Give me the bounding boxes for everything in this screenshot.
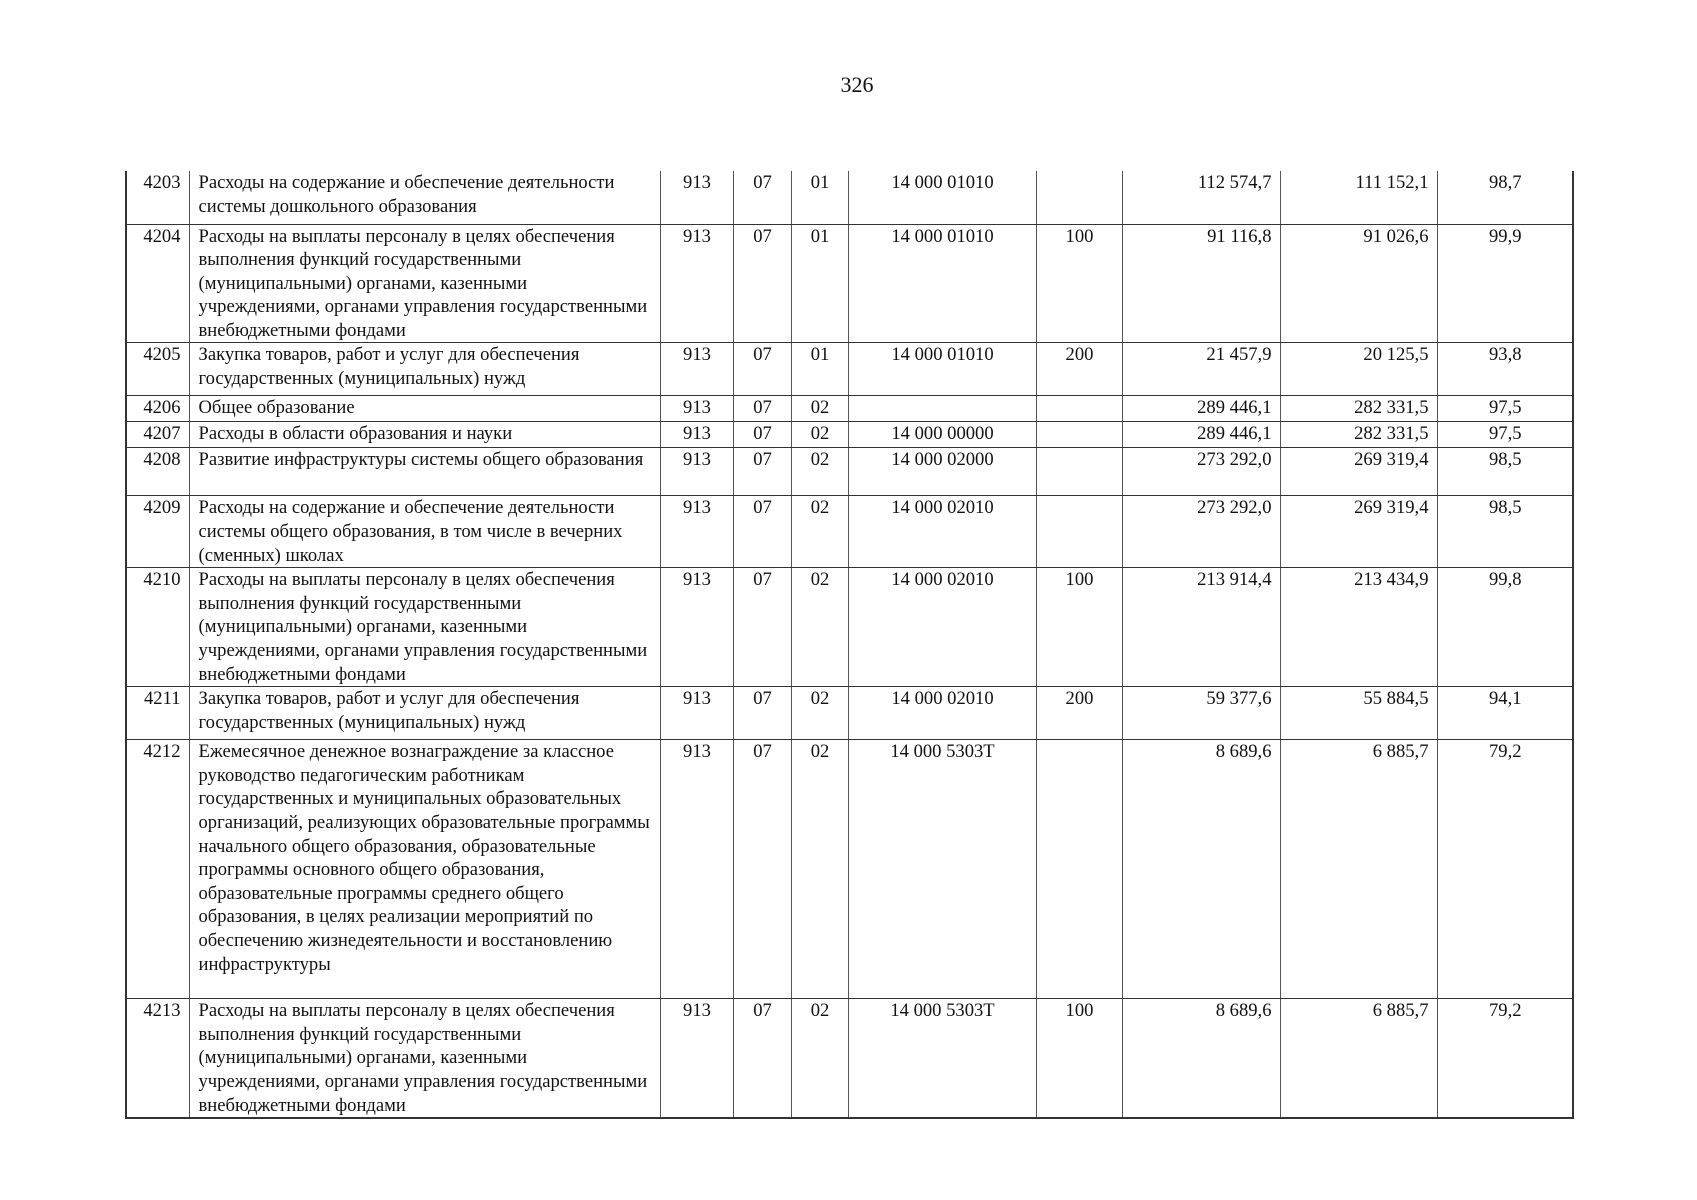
expense-type-code bbox=[1036, 396, 1122, 422]
ved-code: 913 bbox=[660, 224, 733, 343]
target-article-code bbox=[848, 396, 1036, 422]
table-row bbox=[126, 496, 1573, 568]
section-code: 07 bbox=[733, 740, 791, 999]
subsection-code: 02 bbox=[791, 568, 848, 687]
subsection-code: 01 bbox=[791, 224, 848, 343]
budget-table bbox=[125, 171, 1574, 1119]
execution-percent: 98,5 bbox=[1437, 448, 1573, 496]
target-article-code: 14 000 01010 bbox=[848, 343, 1036, 396]
expense-type-code bbox=[1036, 171, 1122, 224]
actual-amount: 91 026,6 bbox=[1280, 224, 1437, 343]
row-description: Расходы на содержание и обеспечение деятельности системы дошкольного образования bbox=[189, 171, 660, 224]
subsection-code: 01 bbox=[791, 343, 848, 396]
ved-code: 913 bbox=[660, 496, 733, 568]
expense-type-code: 100 bbox=[1036, 224, 1122, 343]
actual-amount: 55 884,5 bbox=[1280, 687, 1437, 740]
subsection-code: 02 bbox=[791, 687, 848, 740]
actual-amount: 282 331,5 bbox=[1280, 422, 1437, 448]
subsection-code: 02 bbox=[791, 999, 848, 1118]
table-row bbox=[126, 999, 1573, 1118]
expense-type-code: 100 bbox=[1036, 999, 1122, 1118]
section-code: 07 bbox=[733, 422, 791, 448]
execution-percent: 97,5 bbox=[1437, 422, 1573, 448]
target-article-code: 14 000 02010 bbox=[848, 687, 1036, 740]
actual-amount: 6 885,7 bbox=[1280, 740, 1437, 999]
section-code: 07 bbox=[733, 999, 791, 1118]
expense-type-code: 200 bbox=[1036, 343, 1122, 396]
ved-code: 913 bbox=[660, 687, 733, 740]
section-code: 07 bbox=[733, 687, 791, 740]
target-article-code: 14 000 5303Т bbox=[848, 740, 1036, 999]
ved-code: 913 bbox=[660, 343, 733, 396]
actual-amount: 269 319,4 bbox=[1280, 448, 1437, 496]
row-description: Расходы в области образования и науки bbox=[189, 422, 660, 448]
planned-amount: 213 914,4 bbox=[1122, 568, 1280, 687]
section-code: 07 bbox=[733, 568, 791, 687]
expense-type-code: 100 bbox=[1036, 568, 1122, 687]
row-description: Расходы на выплаты персоналу в целях обеспечения выполнения функций государственными (муниципальными) органами, казенными учреждениями, органами управления государственными внебюджетными фондами bbox=[189, 999, 660, 1118]
target-article-code: 14 000 02010 bbox=[848, 568, 1036, 687]
subsection-code: 02 bbox=[791, 740, 848, 999]
target-article-code: 14 000 02000 bbox=[848, 448, 1036, 496]
actual-amount: 6 885,7 bbox=[1280, 999, 1437, 1118]
execution-percent: 79,2 bbox=[1437, 740, 1573, 999]
execution-percent: 79,2 bbox=[1437, 999, 1573, 1118]
planned-amount: 59 377,6 bbox=[1122, 687, 1280, 740]
execution-percent: 93,8 bbox=[1437, 343, 1573, 396]
actual-amount: 111 152,1 bbox=[1280, 171, 1437, 224]
execution-percent: 98,5 bbox=[1437, 496, 1573, 568]
row-description: Ежемесячное денежное вознаграждение за классное руководство педагогическим работникам государственных и муниципальных образовательных организаций, реализующих образовательные программы начального общего образования, образовательные программы основного общего образования, образовательные программы среднего общего образования, в целях реализации мероприятий по обеспечению жизнедеятельности и восстановлению инфраструктуры bbox=[189, 740, 660, 999]
planned-amount: 112 574,7 bbox=[1122, 171, 1280, 224]
row-number: 4212 bbox=[126, 740, 189, 999]
expense-type-code: 200 bbox=[1036, 687, 1122, 740]
actual-amount: 269 319,4 bbox=[1280, 496, 1437, 568]
subsection-code: 02 bbox=[791, 496, 848, 568]
table-row bbox=[126, 224, 1573, 343]
planned-amount: 289 446,1 bbox=[1122, 422, 1280, 448]
section-code: 07 bbox=[733, 496, 791, 568]
execution-percent: 97,5 bbox=[1437, 396, 1573, 422]
row-number: 4208 bbox=[126, 448, 189, 496]
target-article-code: 14 000 00000 bbox=[848, 422, 1036, 448]
ved-code: 913 bbox=[660, 999, 733, 1118]
execution-percent: 94,1 bbox=[1437, 687, 1573, 740]
planned-amount: 8 689,6 bbox=[1122, 740, 1280, 999]
planned-amount: 21 457,9 bbox=[1122, 343, 1280, 396]
subsection-code: 02 bbox=[791, 448, 848, 496]
ved-code: 913 bbox=[660, 422, 733, 448]
row-number: 4203 bbox=[126, 171, 189, 224]
section-code: 07 bbox=[733, 448, 791, 496]
table-row bbox=[126, 422, 1573, 448]
row-number: 4205 bbox=[126, 343, 189, 396]
row-description: Расходы на выплаты персоналу в целях обеспечения выполнения функций государственными (муниципальными) органами, казенными учреждениями, органами управления государственными внебюджетными фондами bbox=[189, 224, 660, 343]
section-code: 07 bbox=[733, 171, 791, 224]
row-number: 4210 bbox=[126, 568, 189, 687]
row-description: Закупка товаров, работ и услуг для обеспечения государственных (муниципальных) нужд bbox=[189, 343, 660, 396]
row-description: Расходы на содержание и обеспечение деятельности системы общего образования, в том числе в вечерних (сменных) школах bbox=[189, 496, 660, 568]
ved-code: 913 bbox=[660, 171, 733, 224]
expense-type-code bbox=[1036, 496, 1122, 568]
actual-amount: 282 331,5 bbox=[1280, 396, 1437, 422]
target-article-code: 14 000 01010 bbox=[848, 171, 1036, 224]
planned-amount: 273 292,0 bbox=[1122, 496, 1280, 568]
row-number: 4204 bbox=[126, 224, 189, 343]
actual-amount: 213 434,9 bbox=[1280, 568, 1437, 687]
subsection-code: 02 bbox=[791, 422, 848, 448]
expense-type-code bbox=[1036, 448, 1122, 496]
row-number: 4213 bbox=[126, 999, 189, 1118]
row-description: Развитие инфраструктуры системы общего образования bbox=[189, 448, 660, 496]
row-number: 4206 bbox=[126, 396, 189, 422]
ved-code: 913 bbox=[660, 568, 733, 687]
table-row bbox=[126, 568, 1573, 687]
table-row bbox=[126, 740, 1573, 999]
subsection-code: 02 bbox=[791, 396, 848, 422]
ved-code: 913 bbox=[660, 740, 733, 999]
row-description: Закупка товаров, работ и услуг для обеспечения государственных (муниципальных) нужд bbox=[189, 687, 660, 740]
table-row bbox=[126, 396, 1573, 422]
planned-amount: 273 292,0 bbox=[1122, 448, 1280, 496]
execution-percent: 99,8 bbox=[1437, 568, 1573, 687]
row-description: Расходы на выплаты персоналу в целях обеспечения выполнения функций государственными (муниципальными) органами, казенными учреждениями, органами управления государственными внебюджетными фондами bbox=[189, 568, 660, 687]
ved-code: 913 bbox=[660, 448, 733, 496]
table-row bbox=[126, 171, 1573, 224]
table-row bbox=[126, 687, 1573, 740]
target-article-code: 14 000 02010 bbox=[848, 496, 1036, 568]
subsection-code: 01 bbox=[791, 171, 848, 224]
row-number: 4211 bbox=[126, 687, 189, 740]
row-number: 4209 bbox=[126, 496, 189, 568]
target-article-code: 14 000 01010 bbox=[848, 224, 1036, 343]
expense-type-code bbox=[1036, 740, 1122, 999]
planned-amount: 91 116,8 bbox=[1122, 224, 1280, 343]
ved-code: 913 bbox=[660, 396, 733, 422]
expense-type-code bbox=[1036, 422, 1122, 448]
page-number: 326 bbox=[840, 72, 874, 97]
section-code: 07 bbox=[733, 224, 791, 343]
table-row bbox=[126, 343, 1573, 396]
section-code: 07 bbox=[733, 396, 791, 422]
planned-amount: 8 689,6 bbox=[1122, 999, 1280, 1118]
execution-percent: 98,7 bbox=[1437, 171, 1573, 224]
actual-amount: 20 125,5 bbox=[1280, 343, 1437, 396]
target-article-code: 14 000 5303Т bbox=[848, 999, 1036, 1118]
row-description: Общее образование bbox=[189, 396, 660, 422]
row-number: 4207 bbox=[126, 422, 189, 448]
section-code: 07 bbox=[733, 343, 791, 396]
execution-percent: 99,9 bbox=[1437, 224, 1573, 343]
planned-amount: 289 446,1 bbox=[1122, 396, 1280, 422]
table-row bbox=[126, 448, 1573, 496]
